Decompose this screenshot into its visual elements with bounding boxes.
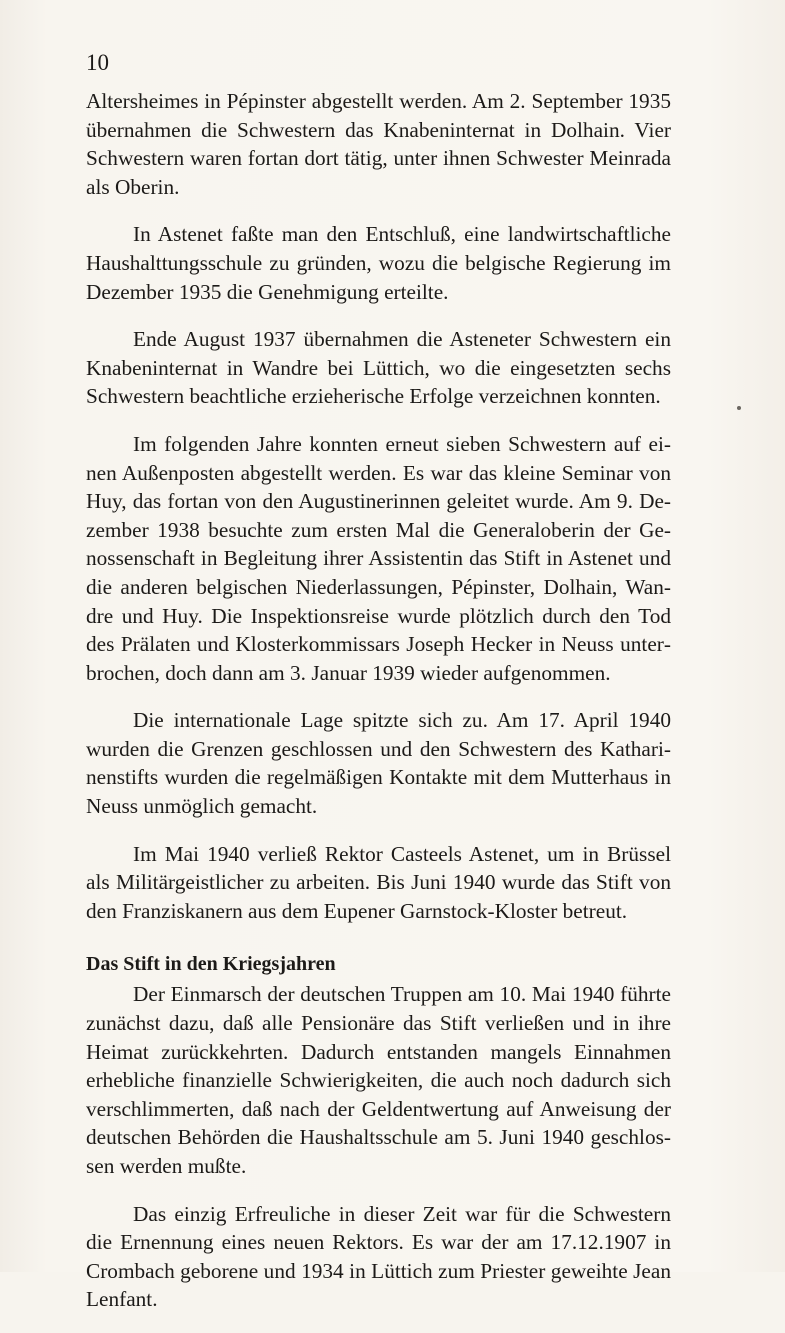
paragraph-international-situation: Die internationale Lage spitzte sich zu. Am 17. April 1940 wurden die Grenzen geschlossen und den Schwestern des Katharinenstifts wurden die regelmäßigen Kontakte mit dem Mutterhaus in Neuss unmöglich gemacht. xyxy=(86,708,671,819)
paper-speck xyxy=(737,406,741,410)
paragraph-huy: Im folgenden Jahre konnten erneut sieben Schwestern auf einen Außenposten abgestellt werden. Es war das kleine Seminar von Huy, das fortan von den Augustinerinnen geleitet wurde. Am 9. Dezember 1938 besuchte zum ersten Mal die Generaloberin der Genossenschaft in Begleitung ihrer Assistentin das Stift in Astenet und die anderen belgischen Niederlassungen, Pépinster, Dolhain, Wandre und Huy. Die Inspektionsreise wurde plötzlich durch den Tod des Prälaten und Klosterkommissars Joseph Hecker in Neuss unterbrochen, doch dann am 3. Januar 1939 wieder aufgenommen. xyxy=(86,431,671,685)
paragraph-new-rektor: Das einzig Erfreuliche in dieser Zeit war für die Schwestern die Ernennung eines neuen Rektors. Es war der am 17.12.1907 in Crombach geborene und 1934 in Lüttich zum Priester geweihte Jean Lenfant. xyxy=(86,1201,671,1312)
section-heading: Das Stift in den Kriegsjahren xyxy=(86,953,336,976)
paragraph-haushaltungsschule: In Astenet faßte man den Entschluß, eine landwirtschaftliche Haushalttungsschule zu gründen, wozu die belgische Regierung im Dezember 1935 die Genehmigung erteilte. xyxy=(86,222,671,304)
paragraph-dolhain: Altersheimes in Pépinster abgestellt werden. Am 2. September 1935 übernahmen die Schwestern das Knabeninternat in Dolhain. Vier Schwestern waren fortan dort tätig, unter ihnen Schwester Meinrada als Oberin. xyxy=(86,89,671,199)
page-number: 10 xyxy=(86,50,109,75)
paragraph-rektor-casteels: Im Mai 1940 verließ Rektor Casteels Astenet, um in Brüssel als Militärgeistlicher zu arbeiten. Bis Juni 1940 wurde das Stift von den Franziskanern aus dem Eupener Garnstock-Kloster betreut. xyxy=(86,841,671,923)
paragraph-invasion: Der Einmarsch der deutschen Truppen am 10. Mai 1940 führte zunächst dazu, daß alle Pensionäre das Stift verließen und in ihre Heimat zurückkehrten. Dadurch entstanden mangels Einnahmen erhebliche finanzielle Schwierigkeiten, die auch noch dadurch sich verschlimmerten, daß nach der Geldentwertung auf Anweisung der deutschen Behörden die Haushaltsschule am 5. Juni 1940 geschlossen werden mußte. xyxy=(86,982,671,1178)
paragraph-wandre: Ende August 1937 übernahmen die Asteneter Schwestern ein Knabeninternat in Wandre bei Lüttich, wo die eingesetzten sechs Schwestern beachtliche erzieherische Erfolge verzeichnen konnten. xyxy=(86,327,671,409)
text-column xyxy=(86,87,671,1333)
